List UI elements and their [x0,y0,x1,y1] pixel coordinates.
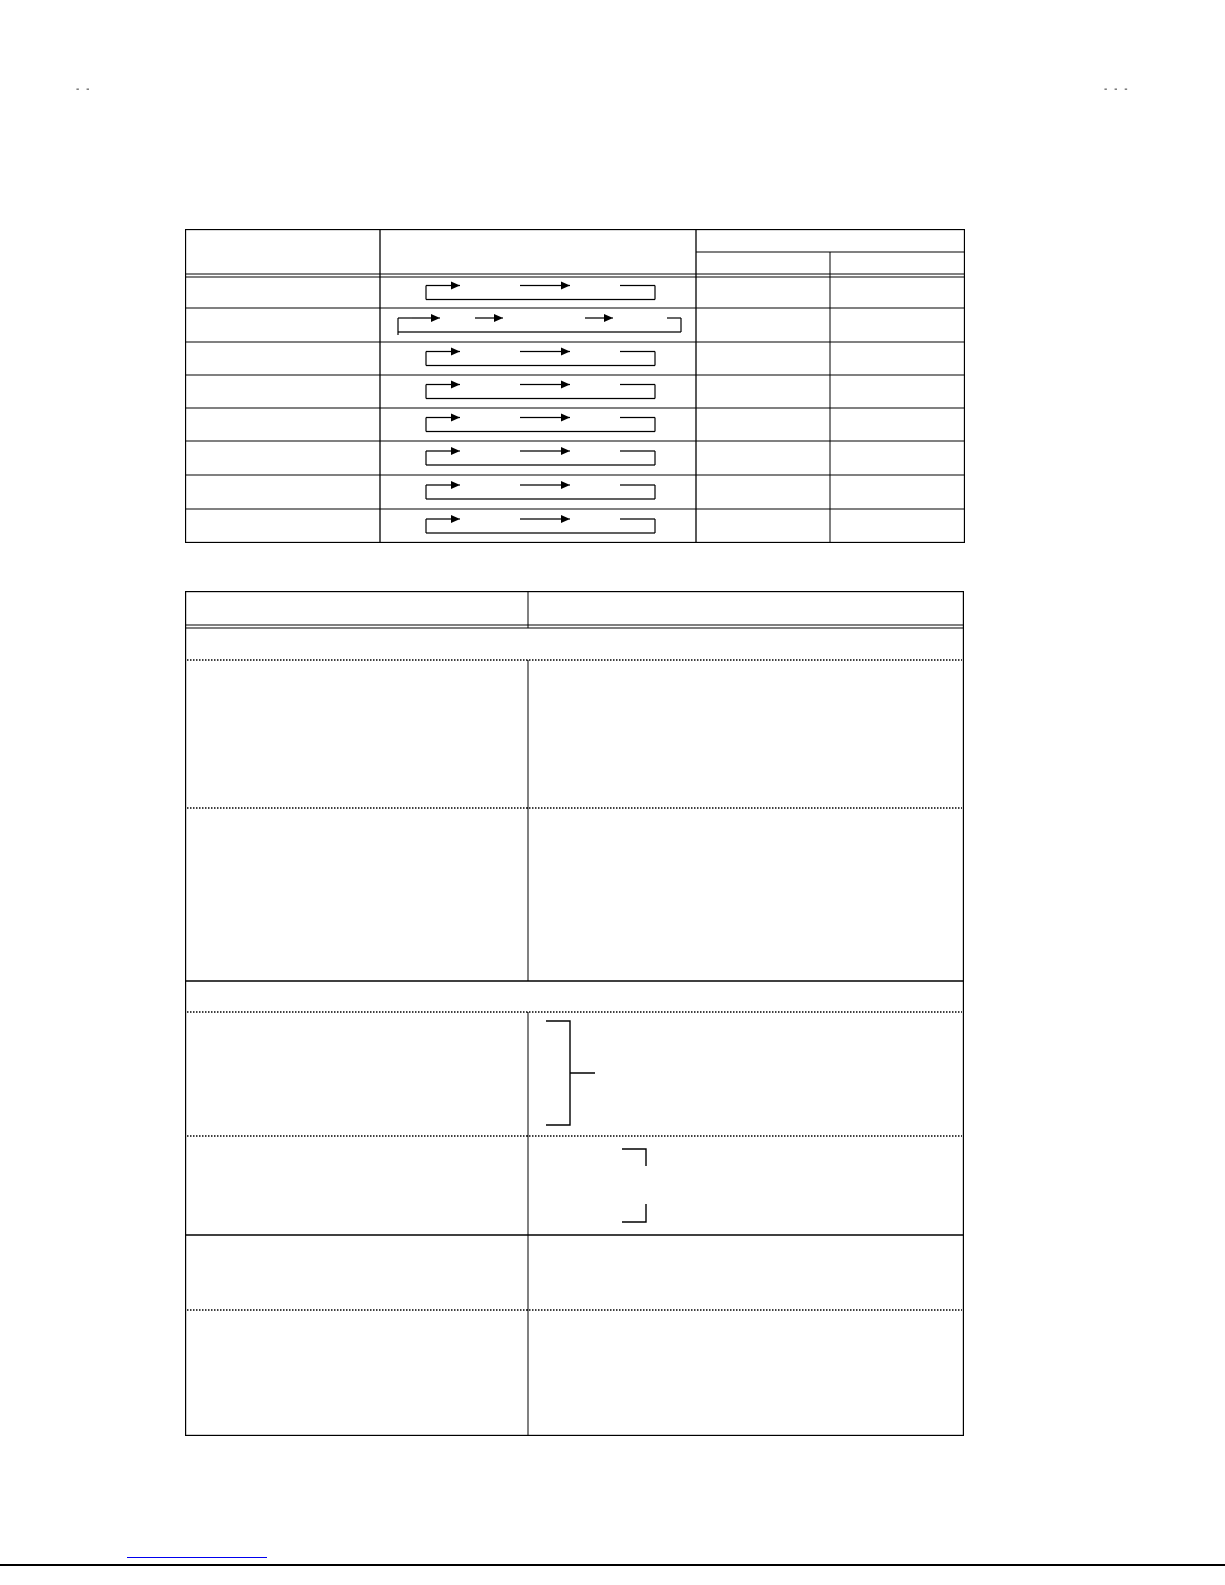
sequence-loop-icon [426,348,655,366]
sequence-loop-icon [426,515,655,533]
sequence-loop-icon [426,447,655,465]
sequence-loop-icon [426,381,655,399]
sequence-loop-icon [426,282,655,300]
bracket-brace-icon [546,1021,595,1125]
bracket-right-icon [622,1149,646,1222]
sequence-loop-icon [398,314,681,335]
sequence-table [185,229,965,543]
description-table [185,591,964,1436]
footer-rule [0,1564,1225,1566]
corner-mark-left: - - [76,84,92,95]
sequence-loop-icon [426,481,655,499]
corner-mark-right: - - - [1104,84,1130,95]
sequence-table-grid [185,229,965,543]
footer-link-underline[interactable] [127,1557,267,1558]
sequence-loop-icon [426,414,655,432]
description-table-grid [185,591,964,1436]
